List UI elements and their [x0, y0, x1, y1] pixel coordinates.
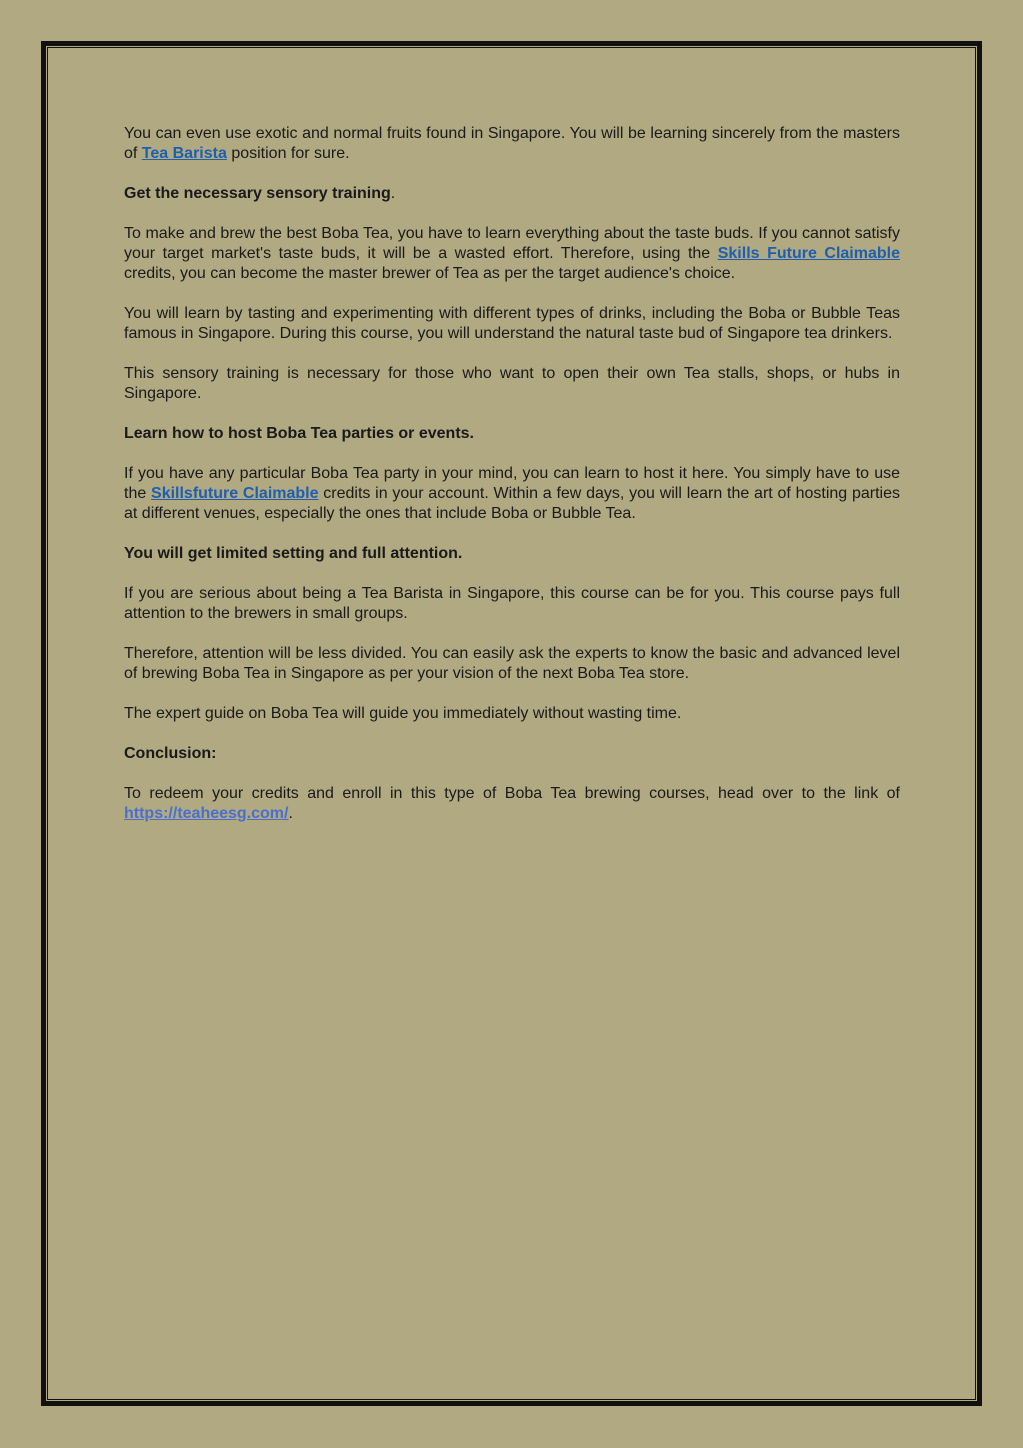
heading-sensory-training: Get the necessary sensory training.: [124, 185, 396, 202]
paragraph-redeem: To redeem your credits and enroll in this type of Boba Tea brewing courses, head over to the link of https://teaheesg.com/.: [124, 785, 900, 822]
paragraph-serious: If you are serious about being a Tea Barista in Singapore, this course can be for you. This course pays full attention to the brewers in small groups.: [124, 585, 900, 622]
paragraph-attention: Therefore, attention will be less divided. You can easily ask the experts to know the basic and advanced level of brewing Boba Tea in Singapore as per your vision of the next Boba Tea store.: [124, 645, 900, 682]
paragraph-tasting: You will learn by tasting and experimenting with different types of drinks, including the Boba or Bubble Teas famous in Singapore. During this course, you will understand the natural taste bud of Singapore tea drinkers.: [124, 305, 900, 342]
paragraph-fruits: You can even use exotic and normal fruits found in Singapore. You will be learning sincerely from the masters of Tea Barista position for sure.: [124, 125, 900, 162]
skills-future-claimable-link[interactable]: Skills Future Claimable: [717, 245, 900, 262]
tea-barista-link[interactable]: Tea Barista: [141, 145, 227, 162]
paragraph-taste-buds: To make and brew the best Boba Tea, you have to learn everything about the taste buds. If you cannot satisfy your target market's taste buds, it will be a wasted effort. Therefore, using the Skills Future Claimable credits, you can become the master brewer of Tea as per the target audience's choice.: [124, 225, 900, 282]
paragraph-party: If you have any particular Boba Tea party in your mind, you can learn to host it here. You simply have to use the Skillsfuture Claimable credits in your account. Within a few days, you will learn the art of hosting parties at different venues, especially the ones that include Boba or Bubble Tea.: [124, 465, 900, 522]
heading-conclusion: Conclusion:: [124, 745, 217, 762]
heading-limited-setting: You will get limited setting and full attention.: [124, 545, 463, 562]
teaheesg-url-link[interactable]: https://teaheesg.com/: [124, 805, 289, 822]
paragraph-expert-guide: The expert guide on Boba Tea will guide you immediately without wasting time.: [124, 705, 682, 722]
document-body: [124, 124, 900, 844]
paragraph-sensory-necessary: This sensory training is necessary for those who want to open their own Tea stalls, shops, or hubs in Singapore.: [124, 365, 900, 402]
skillsfuture-claimable-link[interactable]: Skillsfuture Claimable: [151, 485, 319, 502]
heading-host-parties: Learn how to host Boba Tea parties or events.: [124, 425, 474, 442]
